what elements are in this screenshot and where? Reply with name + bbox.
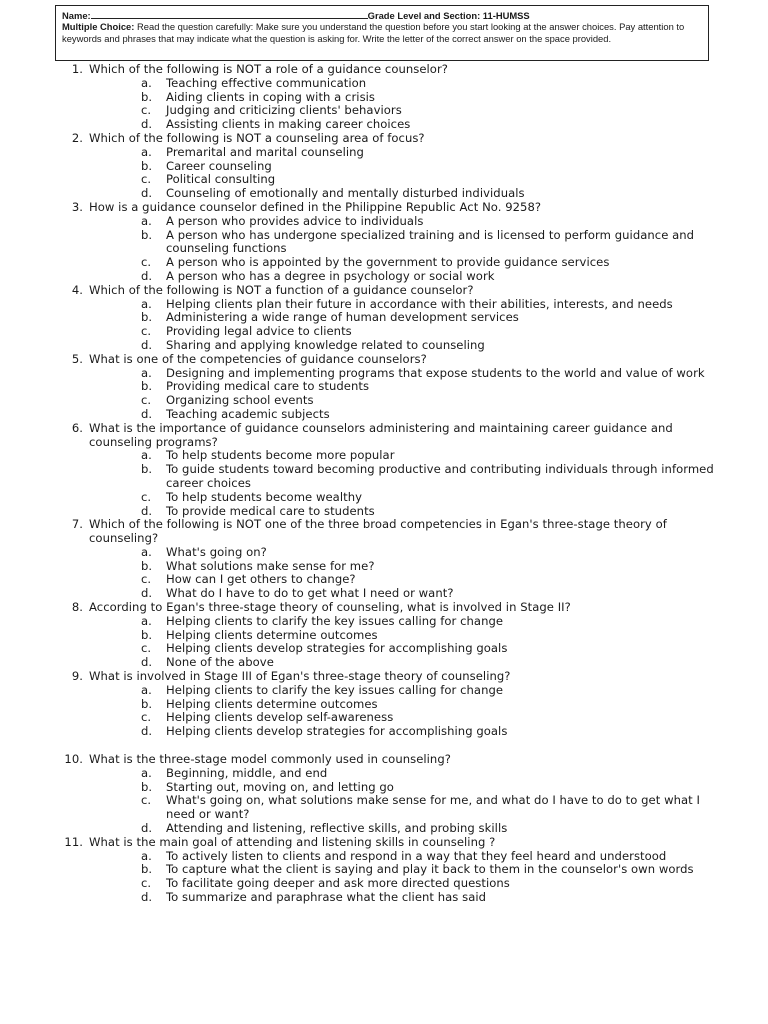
choice-letter: c. — [141, 324, 152, 339]
answer-choice — [89, 270, 720, 284]
choice-text: Helping clients to clarify the key issues calling for change — [166, 613, 504, 628]
choice-letter: d. — [141, 724, 153, 739]
answer-choice — [89, 104, 720, 118]
answer-choice — [89, 173, 720, 187]
choice-text: How can I get others to change? — [166, 572, 356, 587]
choice-text: Helping clients determine outcomes — [166, 627, 378, 642]
choice-letter: c. — [141, 641, 152, 656]
question-number: 1. — [71, 62, 83, 76]
choice-text: To summarize and paraphrase what the client has said — [166, 890, 487, 905]
choice-text: To capture what the client is saying and play it back to them in the counselor's own words — [166, 862, 694, 877]
choice-letter: a. — [141, 144, 152, 159]
question-item — [58, 601, 720, 670]
answer-choice — [89, 656, 720, 670]
answer-choices — [89, 684, 720, 739]
question-text: Which of the following is NOT one of the three broad competencies in Egan's three-stage theory of counseling? — [89, 517, 667, 546]
choice-text: A person who has a degree in psychology or social work — [166, 268, 495, 283]
answer-choice — [89, 311, 720, 325]
choice-text: Helping clients determine outcomes — [166, 696, 378, 711]
choice-letter: b. — [141, 89, 153, 104]
choice-text: Teaching effective communication — [166, 75, 367, 90]
question-text: Which of the following is NOT a counseling area of focus? — [89, 130, 425, 145]
instructions — [62, 21, 702, 44]
grade-section-label: Grade Level and Section: 11-HUMSS — [367, 10, 530, 21]
question-text: What is one of the competencies of guidance counselors? — [89, 351, 427, 366]
answer-choice — [89, 187, 720, 201]
choice-text: Premarital and marital counseling — [166, 144, 364, 159]
instructions-text: Read the question carefully: Make sure you understand the question before you start looking at the answer choices. Pay attention to keywords and phrases that may indicate what the question is asking for. Write the letter of the correct answer on the space provided. — [62, 21, 685, 44]
question-number: 7. — [71, 517, 83, 532]
answer-choice — [89, 449, 720, 463]
choice-text: Sharing and applying knowledge related to counseling — [166, 337, 485, 352]
choice-text: Helping clients plan their future in accordance with their abilities, interests, and needs — [166, 296, 673, 311]
choice-text: To facilitate going deeper and ask more directed questions — [166, 876, 510, 891]
choice-text: A person who is appointed by the government to provide guidance services — [166, 255, 610, 270]
choice-text: Organizing school events — [166, 393, 314, 408]
question-number: 9. — [71, 669, 83, 684]
answer-choice — [89, 256, 720, 270]
question-item — [58, 284, 720, 353]
choice-text: Providing medical care to students — [166, 379, 370, 394]
choice-letter: b. — [141, 779, 153, 794]
choice-text: A person who provides advice to individuals — [166, 213, 424, 228]
name-blank-line[interactable] — [91, 9, 368, 19]
answer-choice — [89, 339, 720, 353]
choice-text: Assisting clients in making career choices — [166, 117, 411, 132]
choice-letter: a. — [141, 613, 152, 628]
answer-choices — [89, 367, 720, 422]
choice-letter: a. — [141, 848, 152, 863]
instructions-header — [55, 5, 709, 61]
answer-choice — [89, 725, 720, 739]
answer-choice — [89, 781, 720, 795]
answer-choice — [89, 146, 720, 160]
choice-text: Teaching academic subjects — [166, 406, 330, 421]
answer-choice — [89, 891, 720, 905]
question-item — [58, 201, 720, 284]
choice-text: Beginning, middle, and end — [166, 765, 328, 780]
choice-text: To help students become wealthy — [166, 489, 362, 504]
question-text: According to Egan's three-stage theory of counseling, what is involved in Stage II? — [89, 600, 571, 615]
choice-letter: a. — [141, 296, 152, 311]
answer-choices — [89, 77, 720, 132]
question-number: 6. — [71, 420, 83, 435]
choice-letter: d. — [141, 268, 153, 283]
question-text: What is the main goal of attending and listening skills in counseling ? — [89, 834, 496, 849]
question-item — [58, 518, 720, 601]
choice-text: Designing and implementing programs that expose students to the world and value of work — [166, 365, 705, 380]
answer-choice — [89, 325, 720, 339]
answer-choice — [89, 698, 720, 712]
choice-letter: c. — [141, 172, 152, 187]
question-number: 3. — [71, 199, 83, 214]
choice-letter: b. — [141, 227, 153, 242]
choice-letter: d. — [141, 821, 153, 836]
name-grade-line — [62, 9, 702, 21]
choice-letter: a. — [141, 365, 152, 380]
answer-choice — [89, 629, 720, 643]
question-item — [58, 670, 720, 739]
choice-text: Career counseling — [166, 158, 272, 173]
choice-text: Aiding clients in coping with a crisis — [166, 89, 376, 104]
question-list — [58, 63, 720, 905]
choice-text: What do I have to do to get what I need or want? — [166, 586, 454, 601]
question-text: How is a guidance counselor defined in the Philippine Republic Act No. 9258? — [89, 199, 542, 214]
answer-choice — [89, 118, 720, 132]
question-number: 2. — [71, 130, 83, 145]
choice-text: Counseling of emotionally and mentally disturbed individuals — [166, 186, 525, 201]
choice-text: To provide medical care to students — [166, 503, 375, 518]
choice-text: Political consulting — [166, 172, 276, 187]
choice-letter: d. — [141, 337, 153, 352]
choice-letter: b. — [141, 862, 153, 877]
choice-letter: b. — [141, 310, 153, 325]
choice-text: What solutions make sense for me? — [166, 558, 375, 573]
choice-letter: c. — [141, 103, 152, 118]
answer-choice — [89, 394, 720, 408]
answer-choices — [89, 767, 720, 836]
choice-letter: d. — [141, 586, 153, 601]
choice-letter: d. — [141, 406, 153, 421]
choice-letter: a. — [141, 765, 152, 780]
answer-choice — [89, 215, 720, 229]
choice-text: What's going on? — [166, 544, 267, 559]
choice-letter: d. — [141, 890, 153, 905]
choice-letter: a. — [141, 544, 152, 559]
choice-text: Administering a wide range of human development services — [166, 310, 519, 325]
choice-letter: b. — [141, 462, 153, 477]
choice-text: Helping clients develop self-awareness — [166, 710, 394, 725]
question-number: 5. — [71, 351, 83, 366]
choice-text: What's going on, what solutions make sense for me, and what do I have to do to get what I need or want? — [166, 793, 700, 822]
answer-choice — [89, 822, 720, 836]
choice-letter: b. — [141, 558, 153, 573]
choice-letter: a. — [141, 682, 152, 697]
answer-choice — [89, 587, 720, 601]
answer-choice — [89, 560, 720, 574]
answer-choice — [89, 615, 720, 629]
answer-choices — [89, 850, 720, 905]
name-label: Name: — [62, 10, 91, 21]
question-text: What is involved in Stage III of Egan's three-stage theory of counseling? — [89, 669, 511, 684]
choice-text: Helping clients to clarify the key issues calling for change — [166, 682, 504, 697]
answer-choice — [89, 767, 720, 781]
answer-choice — [89, 505, 720, 519]
choice-letter: b. — [141, 696, 153, 711]
answer-choices — [89, 615, 720, 670]
answer-choice — [89, 367, 720, 381]
choice-letter: c. — [141, 572, 152, 587]
choice-letter: b. — [141, 158, 153, 173]
answer-choice — [89, 408, 720, 422]
answer-choice — [89, 850, 720, 864]
answer-choices — [89, 146, 720, 201]
answer-choice — [89, 77, 720, 91]
question-item — [58, 132, 720, 201]
question-item — [58, 63, 720, 132]
choice-letter: c. — [141, 393, 152, 408]
choice-text: Providing legal advice to clients — [166, 324, 352, 339]
choice-letter: d. — [141, 503, 153, 518]
choice-text: Helping clients develop strategies for accomplishing goals — [166, 641, 508, 656]
answer-choice — [89, 491, 720, 505]
choice-letter: c. — [141, 710, 152, 725]
answer-choice — [89, 229, 720, 257]
choice-text: To guide students toward becoming productive and contributing individuals through informed career choices — [166, 462, 714, 490]
answer-choice — [89, 684, 720, 698]
question-text: What is the importance of guidance counselors administering and maintaining career guidance and counseling programs? — [89, 420, 673, 449]
choice-letter: c. — [141, 793, 152, 808]
choice-text: Judging and criticizing clients' behaviors — [166, 103, 402, 118]
choice-letter: b. — [141, 379, 153, 394]
answer-choice — [89, 160, 720, 174]
choice-letter: a. — [141, 213, 152, 228]
answer-choice — [89, 573, 720, 587]
instructions-label: Multiple Choice: — [62, 21, 135, 33]
choice-letter: d. — [141, 186, 153, 201]
choice-letter: d. — [141, 655, 153, 670]
answer-choice — [89, 794, 720, 822]
answer-choices — [89, 449, 720, 518]
question-item — [58, 836, 720, 905]
answer-choice — [89, 546, 720, 560]
question-text: What is the three-stage model commonly used in counseling? — [89, 752, 451, 767]
choice-text: Helping clients develop strategies for accomplishing goals — [166, 724, 508, 739]
choice-text: None of the above — [166, 655, 274, 670]
answer-choice — [89, 298, 720, 312]
choice-letter: c. — [141, 489, 152, 504]
question-item — [58, 753, 720, 836]
question-text: Which of the following is NOT a role of a guidance counselor? — [89, 62, 448, 76]
choice-text: To help students become more popular — [166, 448, 395, 463]
question-number: 8. — [71, 600, 83, 615]
answer-choice — [89, 380, 720, 394]
choice-letter: c. — [141, 876, 152, 891]
choice-text: A person who has undergone specialized training and is licensed to perform guidance and counseling functions — [166, 227, 695, 256]
question-item — [58, 422, 720, 519]
answer-choice — [89, 877, 720, 891]
choice-letter: a. — [141, 448, 152, 463]
answer-choices — [89, 298, 720, 353]
choice-letter: d. — [141, 117, 153, 132]
answer-choices — [89, 546, 720, 601]
answer-choices — [89, 215, 720, 284]
question-number: 11. — [64, 834, 83, 849]
answer-choice — [89, 91, 720, 105]
question-number: 4. — [71, 282, 83, 297]
answer-choice — [89, 463, 720, 491]
choice-text: To actively listen to clients and respond in a way that they feel heard and understood — [166, 848, 667, 863]
choice-text: Attending and listening, reflective skills, and probing skills — [166, 821, 508, 836]
answer-choice — [89, 711, 720, 725]
answer-choice — [89, 642, 720, 656]
answer-choice — [89, 863, 720, 877]
question-item — [58, 353, 720, 422]
choice-letter: b. — [141, 627, 153, 642]
choice-text: Starting out, moving on, and letting go — [166, 779, 394, 794]
choice-letter: a. — [141, 75, 152, 90]
question-number: 10. — [64, 752, 83, 767]
choice-letter: c. — [141, 255, 152, 270]
question-text: Which of the following is NOT a function of a guidance counselor? — [89, 282, 474, 297]
